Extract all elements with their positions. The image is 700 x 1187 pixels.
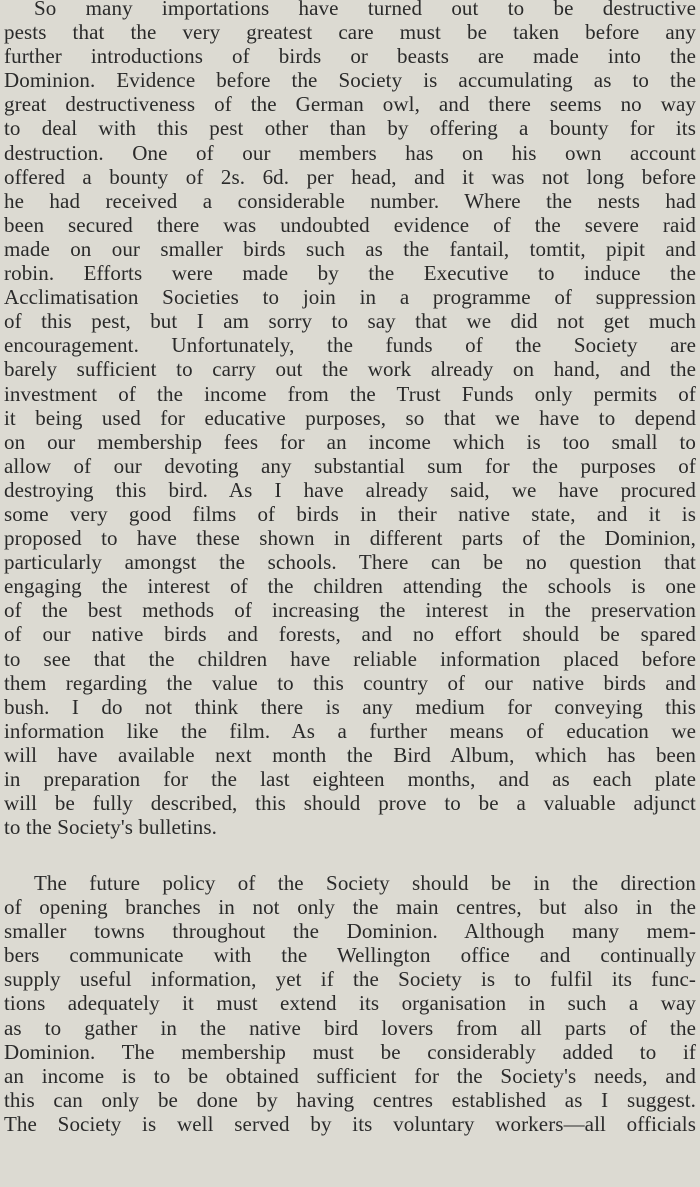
text-line: destruction. One of our members has on his own account — [4, 140, 696, 165]
text-line: bers communicate with the Wellington office and continually — [4, 943, 696, 968]
text-line: been secured there was undoubted evidence of the severe raid — [4, 212, 696, 237]
text-line: So many importations have turned out to be destructive — [34, 0, 696, 20]
text-line: of this pest, but I am sorry to say that we did not get much — [4, 309, 696, 334]
text-line: tions adequately it must extend its organisation in such a way — [4, 991, 696, 1016]
text-line: barely sufficient to carry out the work already on hand, and the — [4, 357, 696, 382]
text-line: in preparation for the last eighteen months, and as each plate — [4, 767, 696, 791]
text-line: to deal with this pest other than by offering a bounty for its — [4, 116, 696, 141]
paragraph-future-policy — [4, 871, 696, 1136]
text-line: as to gather in the native bird lovers from all parts of the — [4, 1015, 696, 1040]
text-line: will have available next month the Bird Album, which has been — [4, 742, 696, 767]
text-line: Dominion. Evidence before the Society is accumulating as to the — [4, 68, 696, 93]
text-line: to the Society's bulletins. — [4, 815, 217, 840]
text-line: made on our smaller birds such as the fantail, tomtit, pipit and — [4, 236, 696, 261]
text-line: he had received a considerable number. Where the nests had — [4, 188, 696, 213]
text-line: robin. Efforts were made by the Executive to induce the — [4, 261, 696, 286]
text-line: offered a bounty of 2s. 6d. per head, and it was not long before — [4, 164, 696, 189]
text-line: destroying this bird. As I have already said, we have procured — [4, 477, 696, 502]
text-line: The Society is well served by its voluntary workers—all officials — [4, 1111, 696, 1136]
text-line: of our native birds and forests, and no effort should be spared — [4, 622, 696, 647]
text-line: to see that the children have reliable information placed before — [4, 646, 696, 671]
text-line: information like the film. As a further means of education we — [4, 718, 696, 743]
text-line: of opening branches in not only the main centres, but also in the — [4, 895, 696, 920]
text-line: will be fully described, this should prove to be a valuable adjunct — [4, 791, 696, 816]
text-line: pests that the very greatest care must be taken before any — [4, 20, 696, 45]
text-line: smaller towns throughout the Dominion. Although many mem- — [4, 919, 696, 944]
text-line: further introductions of birds or beasts are made into the — [4, 44, 696, 69]
text-line: it being used for educative purposes, so that we have to depend — [4, 405, 696, 430]
text-line: great destructiveness of the German owl, and there seems no way — [4, 92, 696, 117]
text-line: allow of our devoting any substantial sum for the purposes of — [4, 453, 696, 478]
text-line: an income is to be obtained sufficient for the Society's needs, and — [4, 1063, 696, 1088]
paragraph-importations — [4, 0, 696, 839]
text-line: engaging the interest of the children attending the schools is one — [4, 574, 696, 599]
text-line: encouragement. Unfortunately, the funds of the Society are — [4, 333, 696, 358]
text-line: supply useful information, yet if the Society is to fulfil its func- — [4, 967, 696, 992]
text-line: Dominion. The membership must be considerably added to if — [4, 1039, 696, 1064]
text-line: Acclimatisation Societies to join in a programme of suppression — [4, 285, 696, 310]
text-line: this can only be done by having centres established as I suggest. — [4, 1087, 696, 1112]
text-line: of the best methods of increasing the interest in the preservation — [4, 598, 696, 623]
text-line: bush. I do not think there is any medium for conveying this — [4, 694, 696, 719]
text-line: on our membership fees for an income which is too small to — [4, 429, 696, 454]
text-line: proposed to have these shown in different parts of the Dominion, — [4, 526, 696, 551]
text-line: particularly amongst the schools. There can be no question that — [4, 550, 696, 575]
text-line: investment of the income from the Trust Funds only permits of — [4, 381, 696, 406]
text-line: them regarding the value to this country of our native birds and — [4, 670, 696, 695]
text-line: The future policy of the Society should be in the direction — [34, 871, 696, 895]
text-line: some very good films of birds in their native state, and it is — [4, 501, 696, 526]
